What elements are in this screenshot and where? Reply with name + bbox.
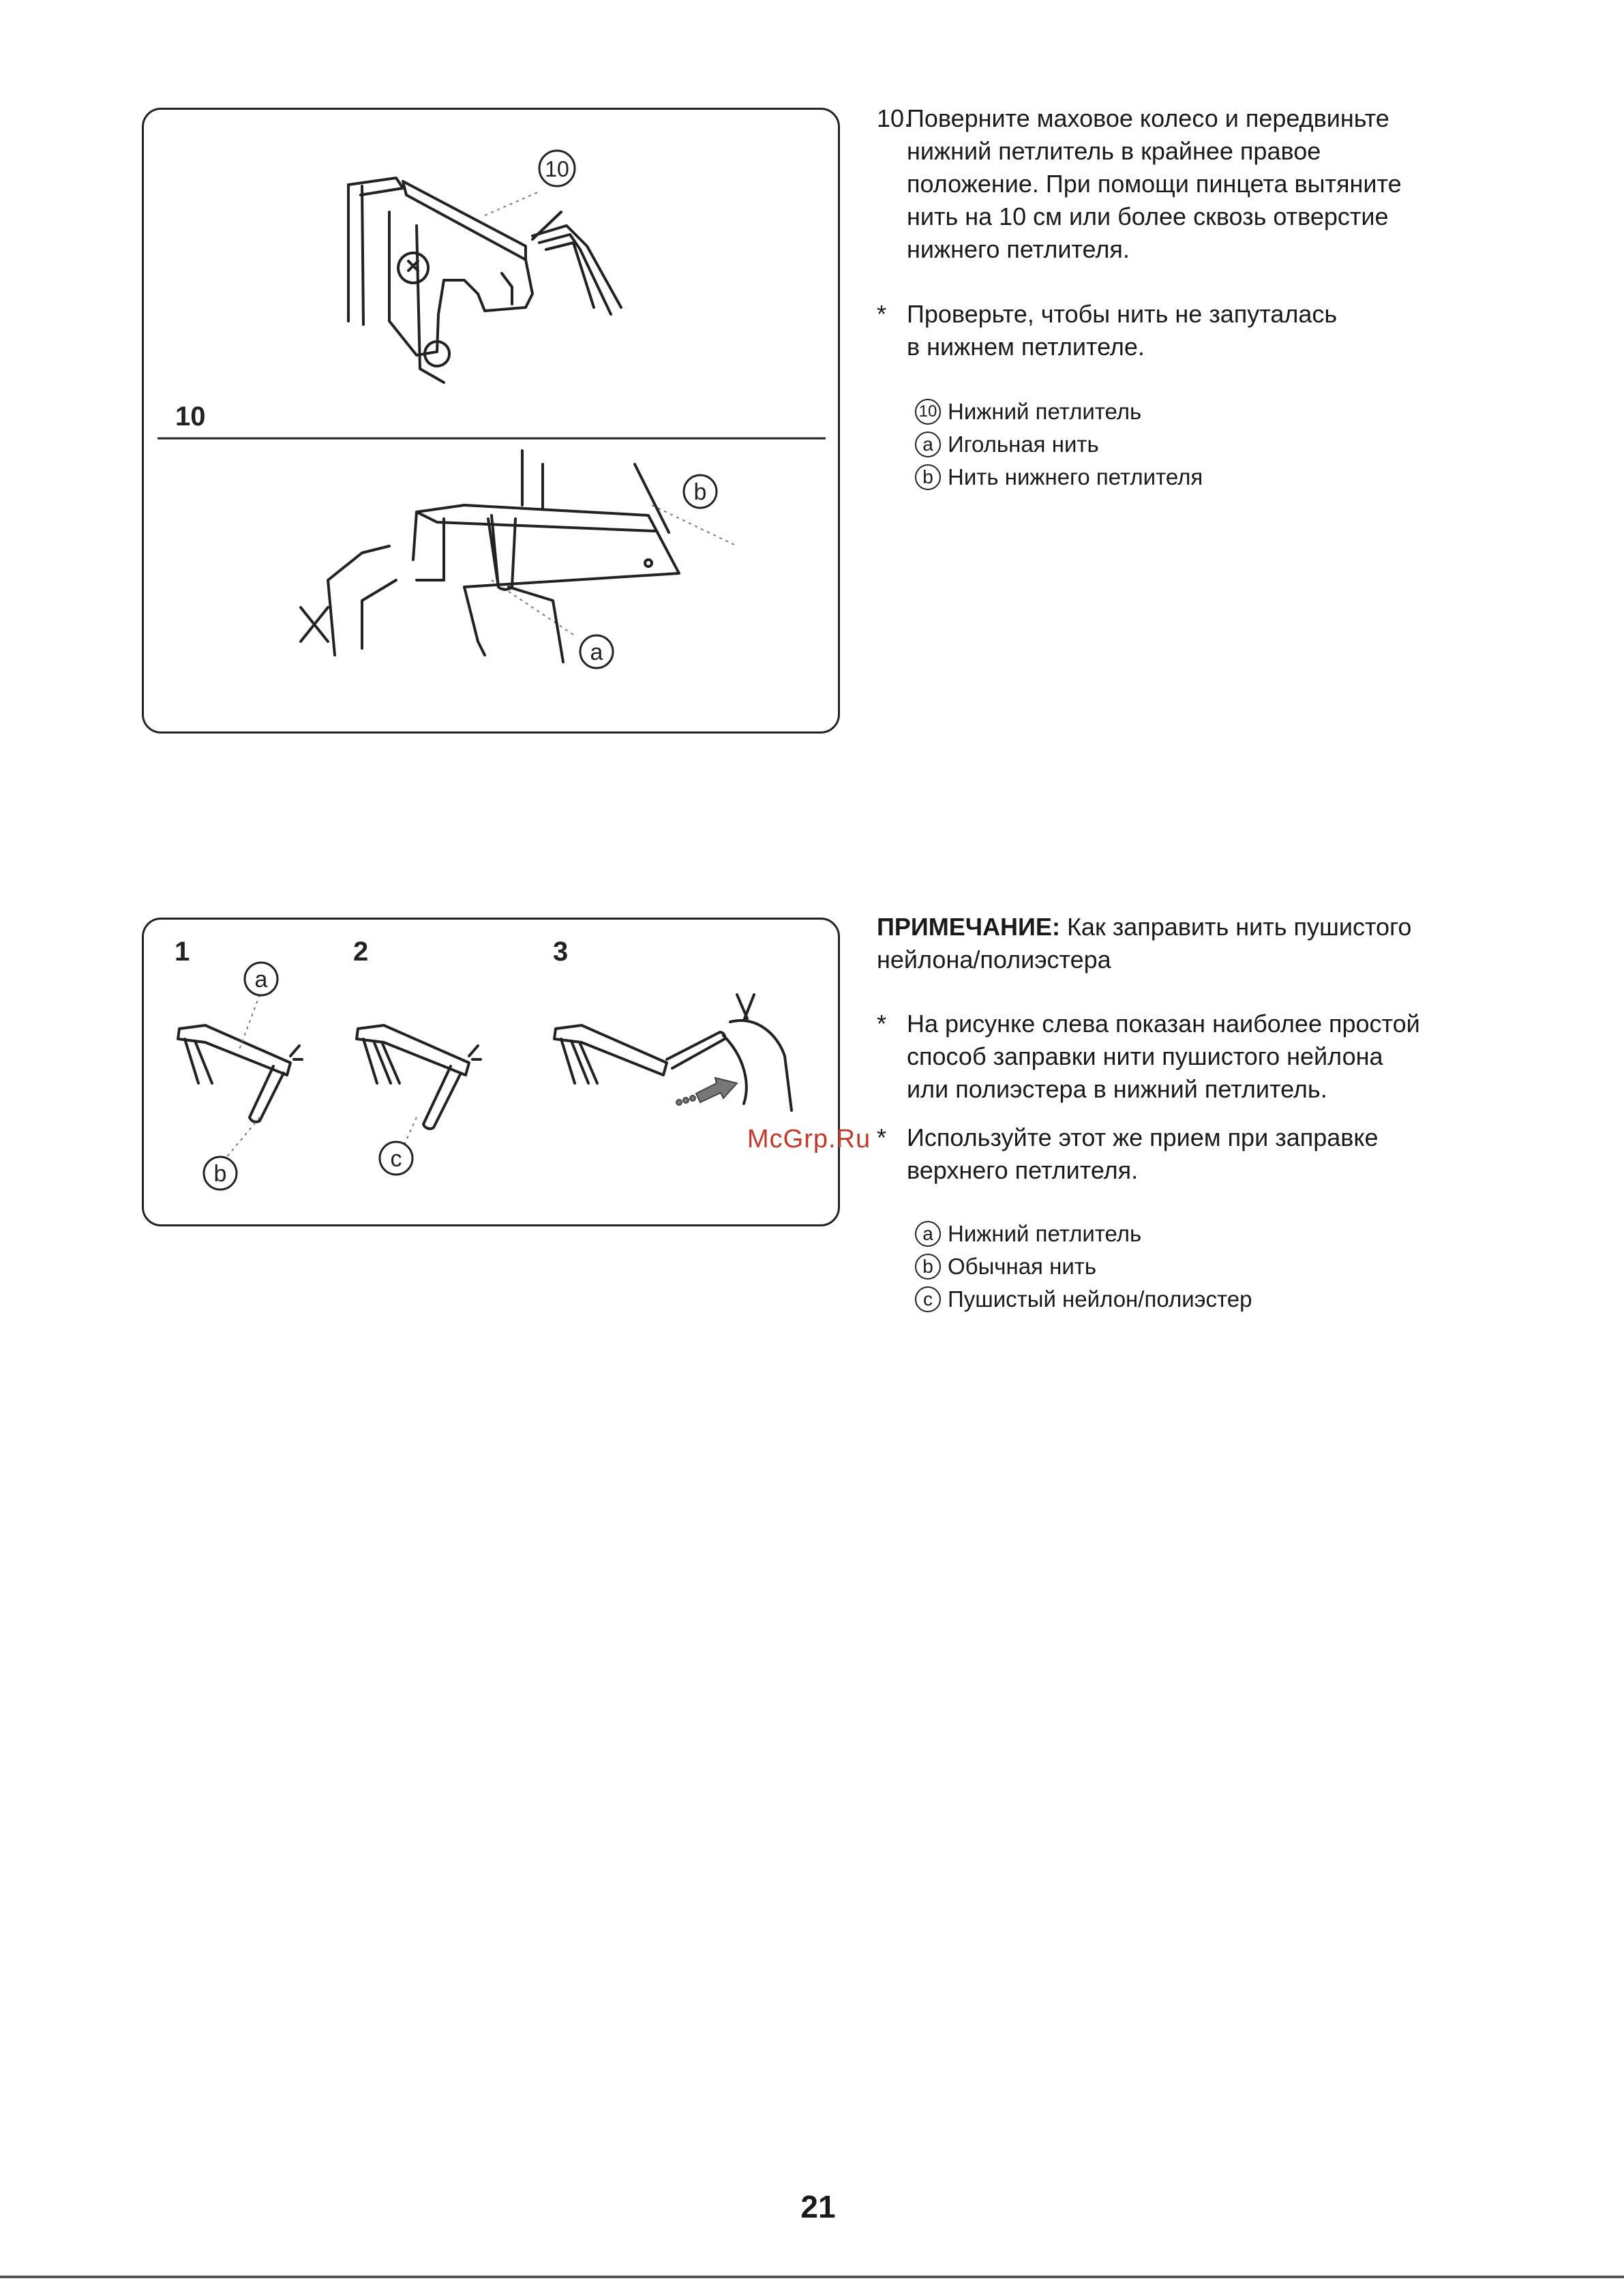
- legend-item: [915, 1283, 1529, 1316]
- callout-b: b: [213, 1161, 227, 1187]
- note-label: ПРИМЕЧАНИЕ:: [877, 913, 1060, 941]
- legend-key: c: [915, 1286, 941, 1312]
- legend-label: Нижний петлитель: [948, 1221, 1142, 1246]
- panel-label-1: 1: [175, 937, 190, 967]
- bullet-text-line: верхнего петлителя.: [907, 1156, 1139, 1184]
- panel-label-3: 3: [553, 937, 569, 967]
- bullet-text-line: способ заправки нити пушистого нейлона: [907, 1042, 1383, 1070]
- step-text-line: нить на 10 см или более сквозь отверстие: [907, 202, 1389, 230]
- legend-label: Обычная нить: [948, 1254, 1097, 1279]
- legend-label: Нижний петлитель: [948, 399, 1142, 424]
- note-heading-text: нейлона/полиэстера: [877, 946, 1111, 973]
- legend-label: Нить нижнего петлителя: [948, 464, 1203, 489]
- legend-key: a: [915, 1221, 941, 1247]
- bullet-upper-looper: [877, 1121, 1559, 1187]
- step-text-line: нижний петлитель в крайнее правое: [907, 137, 1321, 165]
- legend-label: Игольная нить: [948, 432, 1099, 457]
- callout-a: a: [254, 967, 268, 993]
- legend-section-2: [915, 1218, 1529, 1316]
- fluffy-thread-illustration: [144, 920, 842, 1228]
- legend-key: b: [915, 1254, 941, 1280]
- legend-section-1: [915, 395, 1529, 494]
- page-bottom-rule: [0, 2276, 1624, 2278]
- step-10-instructions: [877, 102, 1559, 266]
- callout-a: a: [590, 639, 603, 665]
- asterisk-mark: *: [877, 1010, 887, 1038]
- figure-10-box: [142, 108, 840, 734]
- legend-item: [915, 1250, 1529, 1283]
- legend-label: Пушистый нейлон/полиэстер: [948, 1286, 1252, 1312]
- callout-b: b: [693, 479, 707, 505]
- legend-item: [915, 1218, 1529, 1250]
- asterisk-mark: *: [877, 1123, 887, 1151]
- note-heading-text: Как заправить нить пушистого: [1066, 913, 1412, 941]
- legend-key: 10: [915, 399, 941, 425]
- step-number: 10.: [877, 104, 912, 132]
- legend-key: b: [915, 464, 941, 490]
- legend-item: [915, 461, 1529, 494]
- figure-fluffy-thread-box: [142, 918, 840, 1226]
- note-thread-check: [877, 298, 1559, 363]
- legend-key: a: [915, 432, 941, 457]
- looper-threading-illustration: [144, 110, 842, 736]
- callout-10: 10: [545, 157, 569, 181]
- note-heading: [877, 911, 1559, 976]
- figure-step-label: 10: [175, 402, 206, 432]
- legend-item: [915, 395, 1529, 428]
- bullet-text-line: Используйте этот же прием при заправке: [907, 1123, 1379, 1151]
- panel-label-2: 2: [353, 937, 369, 967]
- watermark: McGrp.Ru: [747, 1125, 871, 1153]
- legend-item: [915, 428, 1529, 461]
- page-number: 21: [800, 2189, 836, 2224]
- note-text-line: в нижнем петлителе.: [907, 333, 1145, 361]
- step-text-line: Поверните маховое колесо и передвиньте: [907, 104, 1389, 132]
- asterisk-mark: *: [877, 300, 887, 328]
- bullet-text-line: На рисунке слева показан наиболее простой: [907, 1010, 1420, 1038]
- callout-c: c: [390, 1146, 402, 1172]
- x-mark-text: [294, 602, 295, 603]
- step-text-line: положение. При помощи пинцета вытяните: [907, 170, 1402, 198]
- bullet-text-line: или полиэстера в нижний петлитель.: [907, 1075, 1327, 1103]
- bullet-simple-method: [877, 1008, 1572, 1106]
- note-text-line: Проверьте, чтобы нить не запуталась: [907, 300, 1338, 328]
- step-text-line: нижнего петлителя.: [907, 235, 1130, 263]
